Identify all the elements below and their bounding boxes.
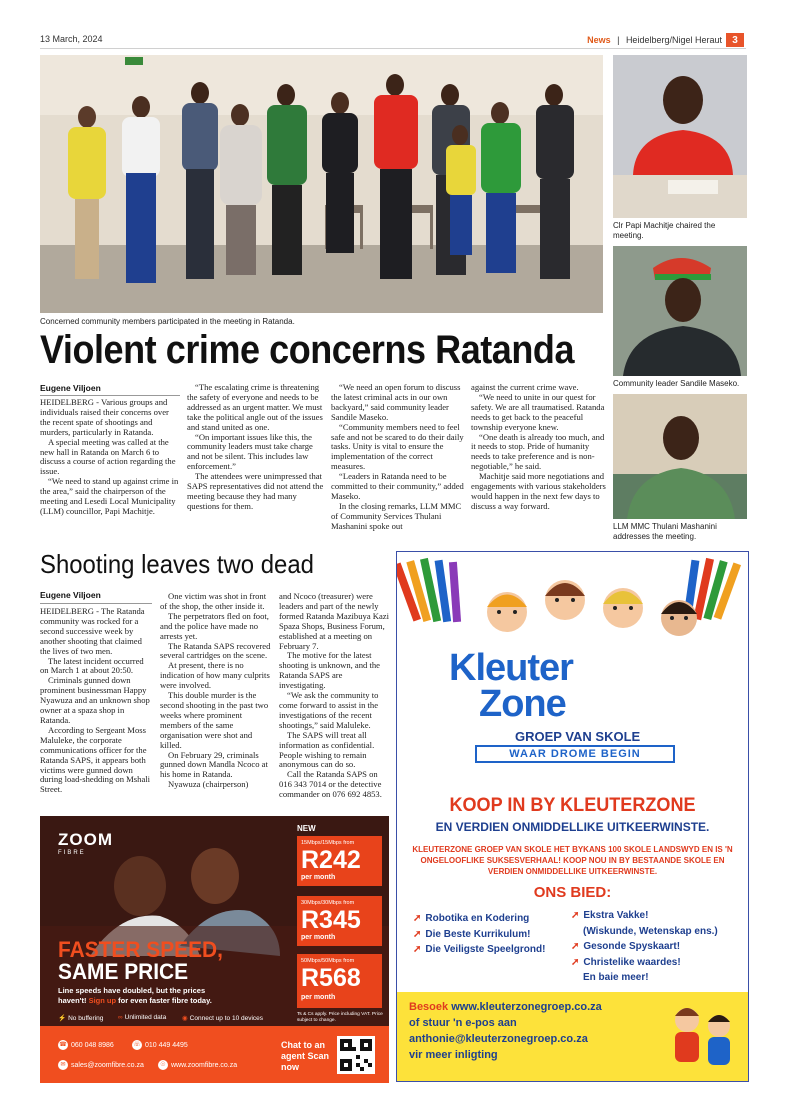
header-separator: | xyxy=(614,35,622,45)
kleuterzone-logo xyxy=(449,647,573,725)
paragraph: One victim was shot in front of the shop, the other inside it. xyxy=(160,591,267,611)
chat-agent-text: Chat to an agent Scan now xyxy=(281,1040,330,1072)
group-photo-illustration xyxy=(40,55,603,313)
price-box-15mbps: 15Mbps/15Mbps from R242 per month xyxy=(297,836,382,886)
zoom-contact-bar xyxy=(40,1026,389,1083)
arrow-icon: ➚ xyxy=(571,910,580,921)
wifi-icon: ◉ xyxy=(182,1015,188,1022)
paragraph: The perpetrators fled on foot, and the police have made no arrests yet. xyxy=(160,610,269,641)
article1-column-3 xyxy=(331,383,469,532)
paragraph: The attendees were unimpressed that SAPS representatives did not attend the meeting because they had many questions for them. xyxy=(187,471,324,511)
main-photo-caption: Concerned community members participated in the meeting in Ratanda. xyxy=(40,317,295,326)
offer-list-left xyxy=(413,911,545,958)
machitje-illustration xyxy=(613,55,747,218)
phone-icon: ☏ xyxy=(133,1042,141,1048)
article2-byline-rule xyxy=(40,603,152,604)
children-illustration xyxy=(665,998,743,1078)
paragraph: “One death is already too much, and it needs to stop. Pride of humanity needs to take preference and is non-negotiable,” he said. xyxy=(471,431,605,472)
paragraph: “We ask the community to come forward to assist in the investigations of the recent shootings,” said Maluleke. xyxy=(279,690,379,730)
arrow-icon: ➚ xyxy=(413,913,422,924)
page-header-right xyxy=(587,33,744,47)
paragraph: “Community members need to feel safe and not be scared to do their daily tasks. Unity is vital to ensure the implementation of the correct measures. xyxy=(331,421,464,472)
visit-line xyxy=(409,1000,602,1015)
issue-date: 13 March, 2024 xyxy=(40,34,103,44)
section-label: News xyxy=(587,35,611,45)
mail-icon: ✉ xyxy=(58,1060,68,1070)
publication-name: Heidelberg/Nigel Heraut xyxy=(625,35,722,45)
article2-column-3 xyxy=(279,592,391,800)
paragraph: “We need an open forum to discuss the latest criminal acts in our own backyard,” said community leader Sandile Maseko. xyxy=(331,382,461,422)
paragraph: A special meeting was called at the new hall in Ratanda on March 6 to discuss a course of action regarding the issue. xyxy=(40,436,176,477)
paragraph: “We need to stand up against crime in the area,” said the chairperson of the meeting and Lesedi Local Municipality (LLM) councillor, Papi Machitje. xyxy=(40,476,179,516)
list-item: ➚ Ekstra Vakke! xyxy=(571,910,649,921)
kleuterzone-contact-panel xyxy=(397,992,748,1082)
infinity-icon: ∞ xyxy=(118,1014,123,1021)
kleuterzone-website-link[interactable]: www.kleuterzonegroep.co.za xyxy=(451,1001,602,1013)
paragraph: and Ncoco (treasurer) were leaders and part of the newly formed Ratanda Mazibuya Kazi Spaza Shops, Business Forum, established at a meeting on February 7. xyxy=(279,591,390,651)
kleuterzone-body: KLEUTERZONE GROEP VAN SKOLE HET BYKANS 100 SKOLE LANDSWYD EN IS 'N ONGELOOFLIKE SUKSESVERHAAL! KOOP NOU IN BY BESTAANDE SKOLE EN VERDIEN ONMIDDELLIKE UITKEERWINSTE. xyxy=(412,845,733,876)
kleuterzone-artwork xyxy=(397,552,748,787)
article1-headline: Violent crime concerns Ratanda xyxy=(40,328,575,372)
price-box-50mbps: 50Mbps/50Mbps from R568 per month xyxy=(297,954,382,1008)
paragraph: The Ratanda SAPS recovered several cartridges on the scene. xyxy=(160,640,271,661)
new-label: NEW xyxy=(297,824,316,833)
visit-label: Besoek xyxy=(409,1001,449,1013)
zoom-website-link[interactable]: ☉ www.zoomfibre.co.za xyxy=(158,1060,237,1070)
sign-up-link[interactable]: Sign up xyxy=(88,996,117,1005)
lightning-icon: ⚡ xyxy=(58,1015,67,1022)
paragraph: In the closing remarks, LLM MMC of Community Services Thulani Mashanini spoke out xyxy=(331,500,462,531)
main-group-photo xyxy=(40,55,603,313)
price-box-30mbps: 30Mbps/30Mbps from R345 per month xyxy=(297,896,382,946)
machitje-photo xyxy=(613,55,747,218)
tagline-banner: WAAR DROME BEGIN xyxy=(475,745,675,763)
kleuterzone-subheadline: EN VERDIEN ONMIDDELLIKE UITKEERWINSTE. xyxy=(435,820,710,834)
terms-note: Ts & Cs apply. Price including VAT. Price subject to change. xyxy=(297,1012,383,1023)
paragraph: At present, there is no indication of how many culprits were involved. xyxy=(160,660,270,691)
mashanini-photo xyxy=(613,394,747,519)
qr-code-icon xyxy=(340,1039,372,1071)
list-item: ➚ Christelike waardes! xyxy=(571,956,681,968)
list-item: ➚ Gesonde Spyskaart! xyxy=(571,941,681,952)
arrow-icon: ➚ xyxy=(571,956,580,968)
list-item: ➚ Robotika en Kodering xyxy=(413,913,530,924)
article1-column-4 xyxy=(471,383,607,512)
price-amount: R345 xyxy=(301,906,361,934)
phone-landline[interactable]: ☏ 010 449 4495 xyxy=(133,1041,188,1049)
paragraph: Call the Ratanda SAPS on 016 343 7014 or the detective commander on 076 692 4853. xyxy=(279,769,382,800)
paragraph: “The escalating crime is threatening the safety of everyone and needs to be addressed as an urgent matter. We must take the political angle out of the issues and stand united as one. xyxy=(187,382,323,432)
zoom-subline: Line speeds have doubled, but the prices haven't! Sign up for even faster fibre today. xyxy=(58,986,212,1005)
arrow-icon: ➚ xyxy=(413,928,422,940)
offer-list-right xyxy=(571,908,718,986)
article2-byline: Eugene Viljoen xyxy=(40,590,101,600)
zoom-fibre-advert[interactable] xyxy=(40,816,389,1083)
list-item: ➚ Die Beste Kurrikulum! xyxy=(413,928,531,940)
kleuterzone-advert[interactable] xyxy=(396,551,749,1082)
zoom-logo: ZOOM FIBRE xyxy=(58,830,113,856)
whatsapp-icon: ☎ xyxy=(59,1042,67,1048)
paragraph: “Leaders in Ratanda need to be committed to their community,” added Maseko. xyxy=(331,471,464,501)
paragraph: The SAPS will treat all information as confidential. People wishing to remain anonymous can do so. xyxy=(279,729,375,770)
price-amount: R568 xyxy=(301,964,361,992)
paragraph: HEIDELBERG - Various groups and individuals raised their concerns over the recent spate of shootings and murders, particularly in Ratanda. xyxy=(40,397,169,437)
maseko-caption: Community leader Sandile Maseko. xyxy=(613,379,740,388)
list-item: ➚ Die Veiligste Speelgrond! xyxy=(413,944,546,955)
groep-van-skole: GROEP VAN SKOLE xyxy=(515,729,641,744)
globe-icon: ☉ xyxy=(158,1060,168,1070)
paragraph: This double murder is the second shooting in the past two weeks where prominent members of the same organisation were shot and killed. xyxy=(160,690,269,750)
maseko-photo xyxy=(613,246,747,376)
article2-column-2 xyxy=(160,592,272,790)
zoom-headline-2: SAME PRICE xyxy=(58,959,189,984)
paragraph: On February 29, criminals gunned down Mandla Ncoco at his home in Ratanda. xyxy=(160,749,268,780)
paragraph: “We need to unite in our quest for safety. We are all traumatised. Ratanda needs to get back to the peaceful township everyone knew. xyxy=(471,391,605,432)
feature-devices: ◉ Connect up to 10 devices xyxy=(182,1015,264,1022)
paragraph: The motive for the latest shooting is unknown, and the Ratanda SAPS are investigating. xyxy=(279,650,380,691)
paragraph: against the current crime wave. xyxy=(471,382,579,392)
paragraph: Machitje said more negotiations and engagements with various stakeholders would happen in the next few days to discuss a way forward. xyxy=(471,471,606,511)
paragraph: “On important issues like this, the community leaders must take charge and not be silent. This includes law enforcement.” xyxy=(187,431,313,472)
logo-line-2: Zone xyxy=(479,683,566,725)
kleuterzone-headline: KOOP IN BY KLEUTERZONE xyxy=(449,795,696,816)
paragraph: HEIDELBERG - The Ratanda community was rocked for a second successive week by another shooting that claimed the lives of two men. xyxy=(40,606,145,656)
article1-column-2 xyxy=(187,383,327,512)
feature-unlimited-data: ∞ Unlimited data xyxy=(118,1014,167,1021)
ons-bied-heading: ONS BIED: xyxy=(533,884,612,901)
paragraph: The latest incident occurred on March 1 at about 20:50. xyxy=(40,655,144,676)
logo-line-1: Kleuter xyxy=(449,647,573,689)
machitje-caption: Clr Papi Machitje chaired the meeting. xyxy=(613,221,716,240)
zoom-logo-sub: FIBRE xyxy=(58,850,86,856)
article1-byline-rule xyxy=(40,395,180,396)
arrow-icon: ➚ xyxy=(571,941,580,952)
maseko-illustration xyxy=(613,246,747,376)
paragraph: Criminals gunned down prominent businessman Happy Nyawuza and an unknown shop owner at a spaza shop in Ratanda. xyxy=(40,675,150,725)
feature-no-buffering: ⚡ No buffering xyxy=(58,1015,104,1022)
mashanini-caption: LLM MMC Thulani Mashanini addresses the meeting. xyxy=(613,522,717,541)
price-amount: R242 xyxy=(301,846,361,874)
or-send-line: of stuur 'n e-pos aan xyxy=(409,1017,517,1029)
page-number: 3 xyxy=(726,33,744,47)
article1-byline: Eugene Viljoen xyxy=(40,383,101,393)
qr-code[interactable] xyxy=(337,1036,375,1074)
paragraph: Nyawuza (chairperson) xyxy=(168,779,249,790)
article2-column-1 xyxy=(40,607,154,795)
zoom-headline-1: FASTER SPEED, xyxy=(58,937,223,962)
paragraph: According to Sergeant Moss Maluleke, the corporate communications officer for the Ratanda SAPS, it appears both victims were gunned down during load-shedding on Mshali Street. xyxy=(40,724,151,795)
article2-headline: Shooting leaves two dead xyxy=(40,549,314,579)
zoom-email-link[interactable]: ✉ sales@zoomfibre.co.za xyxy=(58,1060,144,1070)
more-info-line: vir meer inligting xyxy=(409,1049,498,1061)
list-item: (Wiskunde, Wetenskap ens.) xyxy=(583,925,718,937)
phone-whatsapp[interactable]: ☎ 060 048 8986 xyxy=(59,1041,114,1049)
header-divider xyxy=(40,48,746,49)
list-item: En baie meer! xyxy=(583,972,649,983)
article1-column-1 xyxy=(40,398,180,517)
mashanini-illustration xyxy=(613,394,747,519)
kleuterzone-email-link[interactable]: anthonie@kleuterzonegroep.co.za xyxy=(409,1033,588,1045)
arrow-icon: ➚ xyxy=(413,944,422,955)
